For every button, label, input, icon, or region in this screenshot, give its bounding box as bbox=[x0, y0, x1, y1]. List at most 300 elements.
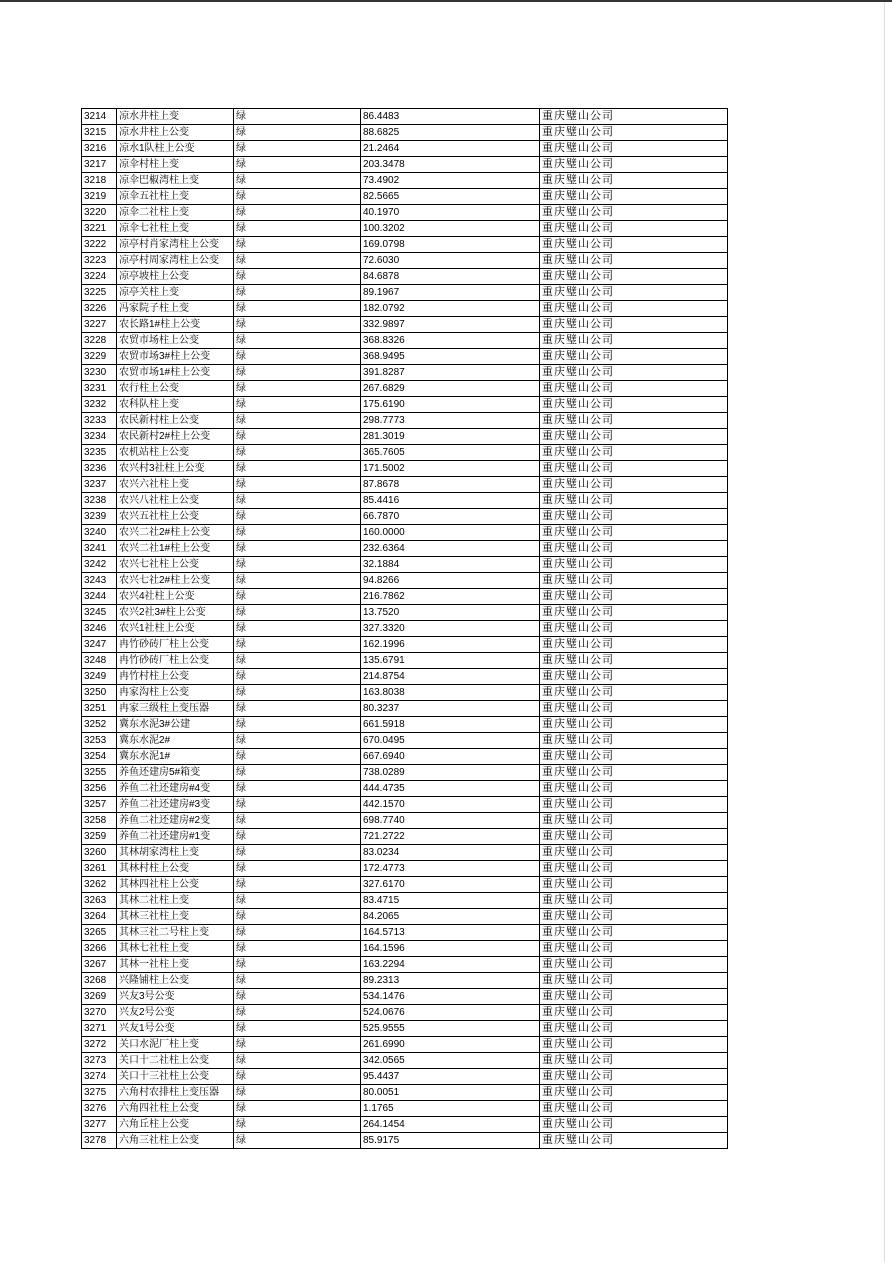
cell-company: 重庆璧山公司 bbox=[540, 1133, 728, 1149]
table-row bbox=[82, 285, 728, 301]
cell-station-name: 农兴1社柱上公变 bbox=[117, 621, 234, 637]
cell-value: 281.3019 bbox=[361, 429, 540, 445]
cell-station-name: 凉伞七社柱上变 bbox=[117, 221, 234, 237]
cell-row-id: 3217 bbox=[82, 157, 117, 173]
table-row bbox=[82, 957, 728, 973]
table-row bbox=[82, 141, 728, 157]
cell-status-color: 绿 bbox=[234, 797, 361, 813]
cell-company: 重庆璧山公司 bbox=[540, 1117, 728, 1133]
cell-value: 163.8038 bbox=[361, 685, 540, 701]
table-row bbox=[82, 861, 728, 877]
table-row bbox=[82, 845, 728, 861]
cell-value: 72.6030 bbox=[361, 253, 540, 269]
table-row bbox=[82, 685, 728, 701]
table-row bbox=[82, 573, 728, 589]
cell-status-color: 绿 bbox=[234, 605, 361, 621]
cell-station-name: 六角丘柱上公变 bbox=[117, 1117, 234, 1133]
cell-status-color: 绿 bbox=[234, 157, 361, 173]
cell-status-color: 绿 bbox=[234, 285, 361, 301]
cell-company: 重庆璧山公司 bbox=[540, 781, 728, 797]
cell-station-name: 其林二社柱上变 bbox=[117, 893, 234, 909]
cell-station-name: 冉竹砂砖厂柱上公变 bbox=[117, 653, 234, 669]
cell-value: 164.5713 bbox=[361, 925, 540, 941]
table-row bbox=[82, 173, 728, 189]
cell-row-id: 3244 bbox=[82, 589, 117, 605]
cell-status-color: 绿 bbox=[234, 205, 361, 221]
cell-row-id: 3266 bbox=[82, 941, 117, 957]
cell-value: 172.4773 bbox=[361, 861, 540, 877]
cell-row-id: 3214 bbox=[82, 109, 117, 125]
cell-company: 重庆璧山公司 bbox=[540, 717, 728, 733]
cell-company: 重庆璧山公司 bbox=[540, 653, 728, 669]
cell-station-name: 凉水井柱上变 bbox=[117, 109, 234, 125]
cell-row-id: 3262 bbox=[82, 877, 117, 893]
cell-row-id: 3238 bbox=[82, 493, 117, 509]
cell-value: 21.2464 bbox=[361, 141, 540, 157]
cell-company: 重庆璧山公司 bbox=[540, 285, 728, 301]
cell-row-id: 3219 bbox=[82, 189, 117, 205]
table-row bbox=[82, 701, 728, 717]
cell-station-name: 农长路1#柱上公变 bbox=[117, 317, 234, 333]
cell-row-id: 3252 bbox=[82, 717, 117, 733]
cell-company: 重庆璧山公司 bbox=[540, 701, 728, 717]
cell-station-name: 凉伞五社柱上变 bbox=[117, 189, 234, 205]
cell-station-name: 农兴二社1#柱上公变 bbox=[117, 541, 234, 557]
cell-company: 重庆璧山公司 bbox=[540, 1005, 728, 1021]
table-row bbox=[82, 1117, 728, 1133]
cell-row-id: 3225 bbox=[82, 285, 117, 301]
cell-row-id: 3216 bbox=[82, 141, 117, 157]
cell-company: 重庆璧山公司 bbox=[540, 189, 728, 205]
cell-row-id: 3245 bbox=[82, 605, 117, 621]
cell-row-id: 3233 bbox=[82, 413, 117, 429]
cell-status-color: 绿 bbox=[234, 493, 361, 509]
cell-company: 重庆璧山公司 bbox=[540, 301, 728, 317]
table-row bbox=[82, 765, 728, 781]
cell-company: 重庆璧山公司 bbox=[540, 141, 728, 157]
cell-row-id: 3231 bbox=[82, 381, 117, 397]
cell-row-id: 3257 bbox=[82, 797, 117, 813]
cell-station-name: 冉家沟柱上公变 bbox=[117, 685, 234, 701]
cell-value: 85.9175 bbox=[361, 1133, 540, 1149]
cell-company: 重庆璧山公司 bbox=[540, 445, 728, 461]
cell-status-color: 绿 bbox=[234, 973, 361, 989]
cell-status-color: 绿 bbox=[234, 269, 361, 285]
cell-station-name: 农机站柱上公变 bbox=[117, 445, 234, 461]
table-row bbox=[82, 589, 728, 605]
table-row bbox=[82, 397, 728, 413]
cell-station-name: 农兴4社柱上公变 bbox=[117, 589, 234, 605]
cell-status-color: 绿 bbox=[234, 957, 361, 973]
cell-value: 264.1454 bbox=[361, 1117, 540, 1133]
cell-value: 163.2294 bbox=[361, 957, 540, 973]
table-row bbox=[82, 813, 728, 829]
cell-status-color: 绿 bbox=[234, 1101, 361, 1117]
table-row bbox=[82, 557, 728, 573]
cell-status-color: 绿 bbox=[234, 701, 361, 717]
cell-company: 重庆璧山公司 bbox=[540, 669, 728, 685]
cell-station-name: 农兴五社柱上公变 bbox=[117, 509, 234, 525]
cell-company: 重庆璧山公司 bbox=[540, 893, 728, 909]
cell-company: 重庆璧山公司 bbox=[540, 253, 728, 269]
cell-status-color: 绿 bbox=[234, 1021, 361, 1037]
cell-status-color: 绿 bbox=[234, 909, 361, 925]
cell-station-name: 养鱼二社还建房#4变 bbox=[117, 781, 234, 797]
cell-row-id: 3241 bbox=[82, 541, 117, 557]
table-row bbox=[82, 605, 728, 621]
cell-value: 267.6829 bbox=[361, 381, 540, 397]
cell-station-name: 冯家院子柱上变 bbox=[117, 301, 234, 317]
cell-row-id: 3272 bbox=[82, 1037, 117, 1053]
cell-value: 100.3202 bbox=[361, 221, 540, 237]
cell-station-name: 其林村柱上公变 bbox=[117, 861, 234, 877]
cell-company: 重庆璧山公司 bbox=[540, 365, 728, 381]
cell-company: 重庆璧山公司 bbox=[540, 205, 728, 221]
cell-status-color: 绿 bbox=[234, 989, 361, 1005]
table-row bbox=[82, 317, 728, 333]
cell-row-id: 3228 bbox=[82, 333, 117, 349]
cell-company: 重庆璧山公司 bbox=[540, 1069, 728, 1085]
cell-value: 261.6990 bbox=[361, 1037, 540, 1053]
cell-status-color: 绿 bbox=[234, 621, 361, 637]
cell-station-name: 其林七社柱上变 bbox=[117, 941, 234, 957]
cell-row-id: 3255 bbox=[82, 765, 117, 781]
cell-row-id: 3242 bbox=[82, 557, 117, 573]
cell-company: 重庆璧山公司 bbox=[540, 429, 728, 445]
cell-value: 534.1476 bbox=[361, 989, 540, 1005]
cell-row-id: 3269 bbox=[82, 989, 117, 1005]
cell-company: 重庆璧山公司 bbox=[540, 957, 728, 973]
cell-value: 175.6190 bbox=[361, 397, 540, 413]
cell-station-name: 六角村农排柱上变压器 bbox=[117, 1085, 234, 1101]
table-row bbox=[82, 109, 728, 125]
cell-company: 重庆璧山公司 bbox=[540, 173, 728, 189]
table-row bbox=[82, 221, 728, 237]
cell-value: 82.5665 bbox=[361, 189, 540, 205]
table-row bbox=[82, 525, 728, 541]
cell-status-color: 绿 bbox=[234, 413, 361, 429]
cell-value: 327.6170 bbox=[361, 877, 540, 893]
cell-station-name: 农兴六社柱上变 bbox=[117, 477, 234, 493]
cell-row-id: 3277 bbox=[82, 1117, 117, 1133]
cell-value: 342.0565 bbox=[361, 1053, 540, 1069]
cell-status-color: 绿 bbox=[234, 173, 361, 189]
cell-row-id: 3268 bbox=[82, 973, 117, 989]
table-row bbox=[82, 1133, 728, 1149]
cell-value: 524.0676 bbox=[361, 1005, 540, 1021]
cell-station-name: 其林四社柱上公变 bbox=[117, 877, 234, 893]
cell-status-color: 绿 bbox=[234, 893, 361, 909]
table-row bbox=[82, 733, 728, 749]
cell-value: 162.1996 bbox=[361, 637, 540, 653]
cell-company: 重庆璧山公司 bbox=[540, 573, 728, 589]
cell-row-id: 3271 bbox=[82, 1021, 117, 1037]
cell-row-id: 3227 bbox=[82, 317, 117, 333]
cell-company: 重庆璧山公司 bbox=[540, 493, 728, 509]
cell-status-color: 绿 bbox=[234, 189, 361, 205]
cell-station-name: 农贸市场1#柱上公变 bbox=[117, 365, 234, 381]
cell-row-id: 3248 bbox=[82, 653, 117, 669]
table-row bbox=[82, 797, 728, 813]
cell-company: 重庆璧山公司 bbox=[540, 1085, 728, 1101]
cell-value: 721.2722 bbox=[361, 829, 540, 845]
cell-station-name: 农行柱上公变 bbox=[117, 381, 234, 397]
cell-company: 重庆璧山公司 bbox=[540, 1021, 728, 1037]
cell-status-color: 绿 bbox=[234, 925, 361, 941]
cell-value: 214.8754 bbox=[361, 669, 540, 685]
cell-station-name: 农民新村2#柱上公变 bbox=[117, 429, 234, 445]
cell-status-color: 绿 bbox=[234, 589, 361, 605]
cell-station-name: 农兴七社柱上公变 bbox=[117, 557, 234, 573]
cell-row-id: 3249 bbox=[82, 669, 117, 685]
cell-value: 216.7862 bbox=[361, 589, 540, 605]
table-row bbox=[82, 893, 728, 909]
cell-company: 重庆璧山公司 bbox=[540, 125, 728, 141]
cell-row-id: 3234 bbox=[82, 429, 117, 445]
cell-status-color: 绿 bbox=[234, 669, 361, 685]
cell-status-color: 绿 bbox=[234, 1085, 361, 1101]
table-row bbox=[82, 829, 728, 845]
cell-row-id: 3221 bbox=[82, 221, 117, 237]
cell-value: 160.0000 bbox=[361, 525, 540, 541]
cell-status-color: 绿 bbox=[234, 941, 361, 957]
cell-station-name: 农贸市场柱上公变 bbox=[117, 333, 234, 349]
cell-row-id: 3275 bbox=[82, 1085, 117, 1101]
cell-station-name: 养鱼还建房5#箱变 bbox=[117, 765, 234, 781]
cell-value: 365.7605 bbox=[361, 445, 540, 461]
cell-company: 重庆璧山公司 bbox=[540, 557, 728, 573]
table-row bbox=[82, 237, 728, 253]
cell-row-id: 3267 bbox=[82, 957, 117, 973]
cell-row-id: 3247 bbox=[82, 637, 117, 653]
cell-company: 重庆璧山公司 bbox=[540, 797, 728, 813]
cell-value: 444.4735 bbox=[361, 781, 540, 797]
cell-company: 重庆璧山公司 bbox=[540, 461, 728, 477]
cell-company: 重庆璧山公司 bbox=[540, 1053, 728, 1069]
table-row bbox=[82, 989, 728, 1005]
cell-station-name: 关口水泥厂柱上变 bbox=[117, 1037, 234, 1053]
table-row bbox=[82, 253, 728, 269]
cell-value: 87.8678 bbox=[361, 477, 540, 493]
cell-row-id: 3240 bbox=[82, 525, 117, 541]
cell-value: 169.0798 bbox=[361, 237, 540, 253]
cell-value: 368.8326 bbox=[361, 333, 540, 349]
cell-status-color: 绿 bbox=[234, 445, 361, 461]
cell-company: 重庆璧山公司 bbox=[540, 157, 728, 173]
cell-station-name: 农兴七社2#柱上公变 bbox=[117, 573, 234, 589]
cell-company: 重庆璧山公司 bbox=[540, 477, 728, 493]
data-table bbox=[81, 108, 728, 1149]
table-row bbox=[82, 1021, 728, 1037]
cell-status-color: 绿 bbox=[234, 541, 361, 557]
cell-row-id: 3254 bbox=[82, 749, 117, 765]
cell-station-name: 六角三社柱上公变 bbox=[117, 1133, 234, 1149]
cell-value: 368.9495 bbox=[361, 349, 540, 365]
cell-station-name: 凉亭关柱上变 bbox=[117, 285, 234, 301]
cell-status-color: 绿 bbox=[234, 845, 361, 861]
cell-value: 298.7773 bbox=[361, 413, 540, 429]
cell-status-color: 绿 bbox=[234, 1133, 361, 1149]
cell-company: 重庆璧山公司 bbox=[540, 509, 728, 525]
cell-row-id: 3273 bbox=[82, 1053, 117, 1069]
cell-row-id: 3270 bbox=[82, 1005, 117, 1021]
cell-company: 重庆璧山公司 bbox=[540, 973, 728, 989]
cell-company: 重庆璧山公司 bbox=[540, 861, 728, 877]
table-row bbox=[82, 973, 728, 989]
cell-status-color: 绿 bbox=[234, 829, 361, 845]
table-row bbox=[82, 413, 728, 429]
table-row bbox=[82, 493, 728, 509]
table-row bbox=[82, 941, 728, 957]
cell-station-name: 冉家三级柱上变压器 bbox=[117, 701, 234, 717]
cell-value: 13.7520 bbox=[361, 605, 540, 621]
page-top-border bbox=[0, 0, 892, 2]
cell-status-color: 绿 bbox=[234, 301, 361, 317]
cell-row-id: 3278 bbox=[82, 1133, 117, 1149]
table-row bbox=[82, 1005, 728, 1021]
cell-status-color: 绿 bbox=[234, 317, 361, 333]
cell-row-id: 3230 bbox=[82, 365, 117, 381]
table-row bbox=[82, 637, 728, 653]
cell-company: 重庆璧山公司 bbox=[540, 845, 728, 861]
cell-status-color: 绿 bbox=[234, 637, 361, 653]
cell-status-color: 绿 bbox=[234, 221, 361, 237]
cell-value: 85.4416 bbox=[361, 493, 540, 509]
cell-station-name: 农贸市场3#柱上公变 bbox=[117, 349, 234, 365]
cell-row-id: 3224 bbox=[82, 269, 117, 285]
table-row bbox=[82, 1069, 728, 1085]
cell-company: 重庆璧山公司 bbox=[540, 541, 728, 557]
table-row bbox=[82, 717, 728, 733]
table-body bbox=[82, 109, 728, 1149]
table-row bbox=[82, 429, 728, 445]
cell-company: 重庆璧山公司 bbox=[540, 413, 728, 429]
cell-company: 重庆璧山公司 bbox=[540, 269, 728, 285]
cell-row-id: 3235 bbox=[82, 445, 117, 461]
cell-status-color: 绿 bbox=[234, 717, 361, 733]
cell-station-name: 养鱼二社还建房#1变 bbox=[117, 829, 234, 845]
cell-status-color: 绿 bbox=[234, 877, 361, 893]
cell-row-id: 3260 bbox=[82, 845, 117, 861]
cell-status-color: 绿 bbox=[234, 477, 361, 493]
cell-row-id: 3263 bbox=[82, 893, 117, 909]
cell-company: 重庆璧山公司 bbox=[540, 237, 728, 253]
cell-row-id: 3236 bbox=[82, 461, 117, 477]
cell-row-id: 3264 bbox=[82, 909, 117, 925]
table-row bbox=[82, 669, 728, 685]
cell-value: 83.4715 bbox=[361, 893, 540, 909]
cell-station-name: 冉竹砂砖厂柱上公变 bbox=[117, 637, 234, 653]
cell-station-name: 农民新村柱上公变 bbox=[117, 413, 234, 429]
cell-station-name: 凉伞巴椒湾柱上变 bbox=[117, 173, 234, 189]
cell-company: 重庆璧山公司 bbox=[540, 813, 728, 829]
cell-status-color: 绿 bbox=[234, 1037, 361, 1053]
table-row bbox=[82, 877, 728, 893]
cell-station-name: 凉伞村柱上变 bbox=[117, 157, 234, 173]
cell-row-id: 3259 bbox=[82, 829, 117, 845]
cell-row-id: 3226 bbox=[82, 301, 117, 317]
cell-status-color: 绿 bbox=[234, 461, 361, 477]
cell-station-name: 兴友1号公变 bbox=[117, 1021, 234, 1037]
cell-value: 1.1765 bbox=[361, 1101, 540, 1117]
cell-value: 698.7740 bbox=[361, 813, 540, 829]
cell-value: 442.1570 bbox=[361, 797, 540, 813]
cell-station-name: 农科队柱上变 bbox=[117, 397, 234, 413]
cell-station-name: 冀东水泥1# bbox=[117, 749, 234, 765]
cell-row-id: 3265 bbox=[82, 925, 117, 941]
cell-company: 重庆璧山公司 bbox=[540, 685, 728, 701]
table-row bbox=[82, 189, 728, 205]
cell-station-name: 关口十二社柱上公变 bbox=[117, 1053, 234, 1069]
table-row bbox=[82, 205, 728, 221]
table-row bbox=[82, 269, 728, 285]
cell-status-color: 绿 bbox=[234, 365, 361, 381]
cell-status-color: 绿 bbox=[234, 525, 361, 541]
cell-company: 重庆璧山公司 bbox=[540, 925, 728, 941]
table-row bbox=[82, 909, 728, 925]
table-row bbox=[82, 541, 728, 557]
cell-status-color: 绿 bbox=[234, 733, 361, 749]
cell-station-name: 六角四社柱上公变 bbox=[117, 1101, 234, 1117]
cell-row-id: 3276 bbox=[82, 1101, 117, 1117]
cell-station-name: 养鱼二社还建房#3变 bbox=[117, 797, 234, 813]
table-row bbox=[82, 781, 728, 797]
cell-company: 重庆璧山公司 bbox=[540, 989, 728, 1005]
cell-status-color: 绿 bbox=[234, 141, 361, 157]
table-row bbox=[82, 333, 728, 349]
cell-row-id: 3246 bbox=[82, 621, 117, 637]
cell-company: 重庆璧山公司 bbox=[540, 1037, 728, 1053]
cell-station-name: 兴友2号公变 bbox=[117, 1005, 234, 1021]
cell-row-id: 3253 bbox=[82, 733, 117, 749]
cell-station-name: 关口十三社柱上公变 bbox=[117, 1069, 234, 1085]
cell-company: 重庆璧山公司 bbox=[540, 589, 728, 605]
cell-station-name: 其林三社柱上变 bbox=[117, 909, 234, 925]
cell-company: 重庆璧山公司 bbox=[540, 109, 728, 125]
table-row bbox=[82, 365, 728, 381]
cell-value: 84.2065 bbox=[361, 909, 540, 925]
cell-company: 重庆璧山公司 bbox=[540, 381, 728, 397]
cell-station-name: 凉亭村肖家湾柱上公变 bbox=[117, 237, 234, 253]
cell-value: 80.3237 bbox=[361, 701, 540, 717]
cell-status-color: 绿 bbox=[234, 765, 361, 781]
cell-row-id: 3256 bbox=[82, 781, 117, 797]
cell-value: 73.4902 bbox=[361, 173, 540, 189]
cell-value: 164.1596 bbox=[361, 941, 540, 957]
cell-value: 135.6791 bbox=[361, 653, 540, 669]
cell-status-color: 绿 bbox=[234, 397, 361, 413]
cell-status-color: 绿 bbox=[234, 509, 361, 525]
cell-value: 83.0234 bbox=[361, 845, 540, 861]
table-row bbox=[82, 477, 728, 493]
table-row bbox=[82, 1037, 728, 1053]
cell-value: 84.6878 bbox=[361, 269, 540, 285]
cell-status-color: 绿 bbox=[234, 1005, 361, 1021]
cell-company: 重庆璧山公司 bbox=[540, 333, 728, 349]
cell-status-color: 绿 bbox=[234, 125, 361, 141]
cell-value: 667.6940 bbox=[361, 749, 540, 765]
cell-station-name: 冀东水泥2# bbox=[117, 733, 234, 749]
cell-value: 391.8287 bbox=[361, 365, 540, 381]
cell-station-name: 兴友3号公变 bbox=[117, 989, 234, 1005]
cell-station-name: 凉亭坡柱上公变 bbox=[117, 269, 234, 285]
cell-company: 重庆璧山公司 bbox=[540, 397, 728, 413]
table-row bbox=[82, 445, 728, 461]
table-row bbox=[82, 653, 728, 669]
table-row bbox=[82, 749, 728, 765]
cell-value: 86.4483 bbox=[361, 109, 540, 125]
cell-value: 66.7870 bbox=[361, 509, 540, 525]
